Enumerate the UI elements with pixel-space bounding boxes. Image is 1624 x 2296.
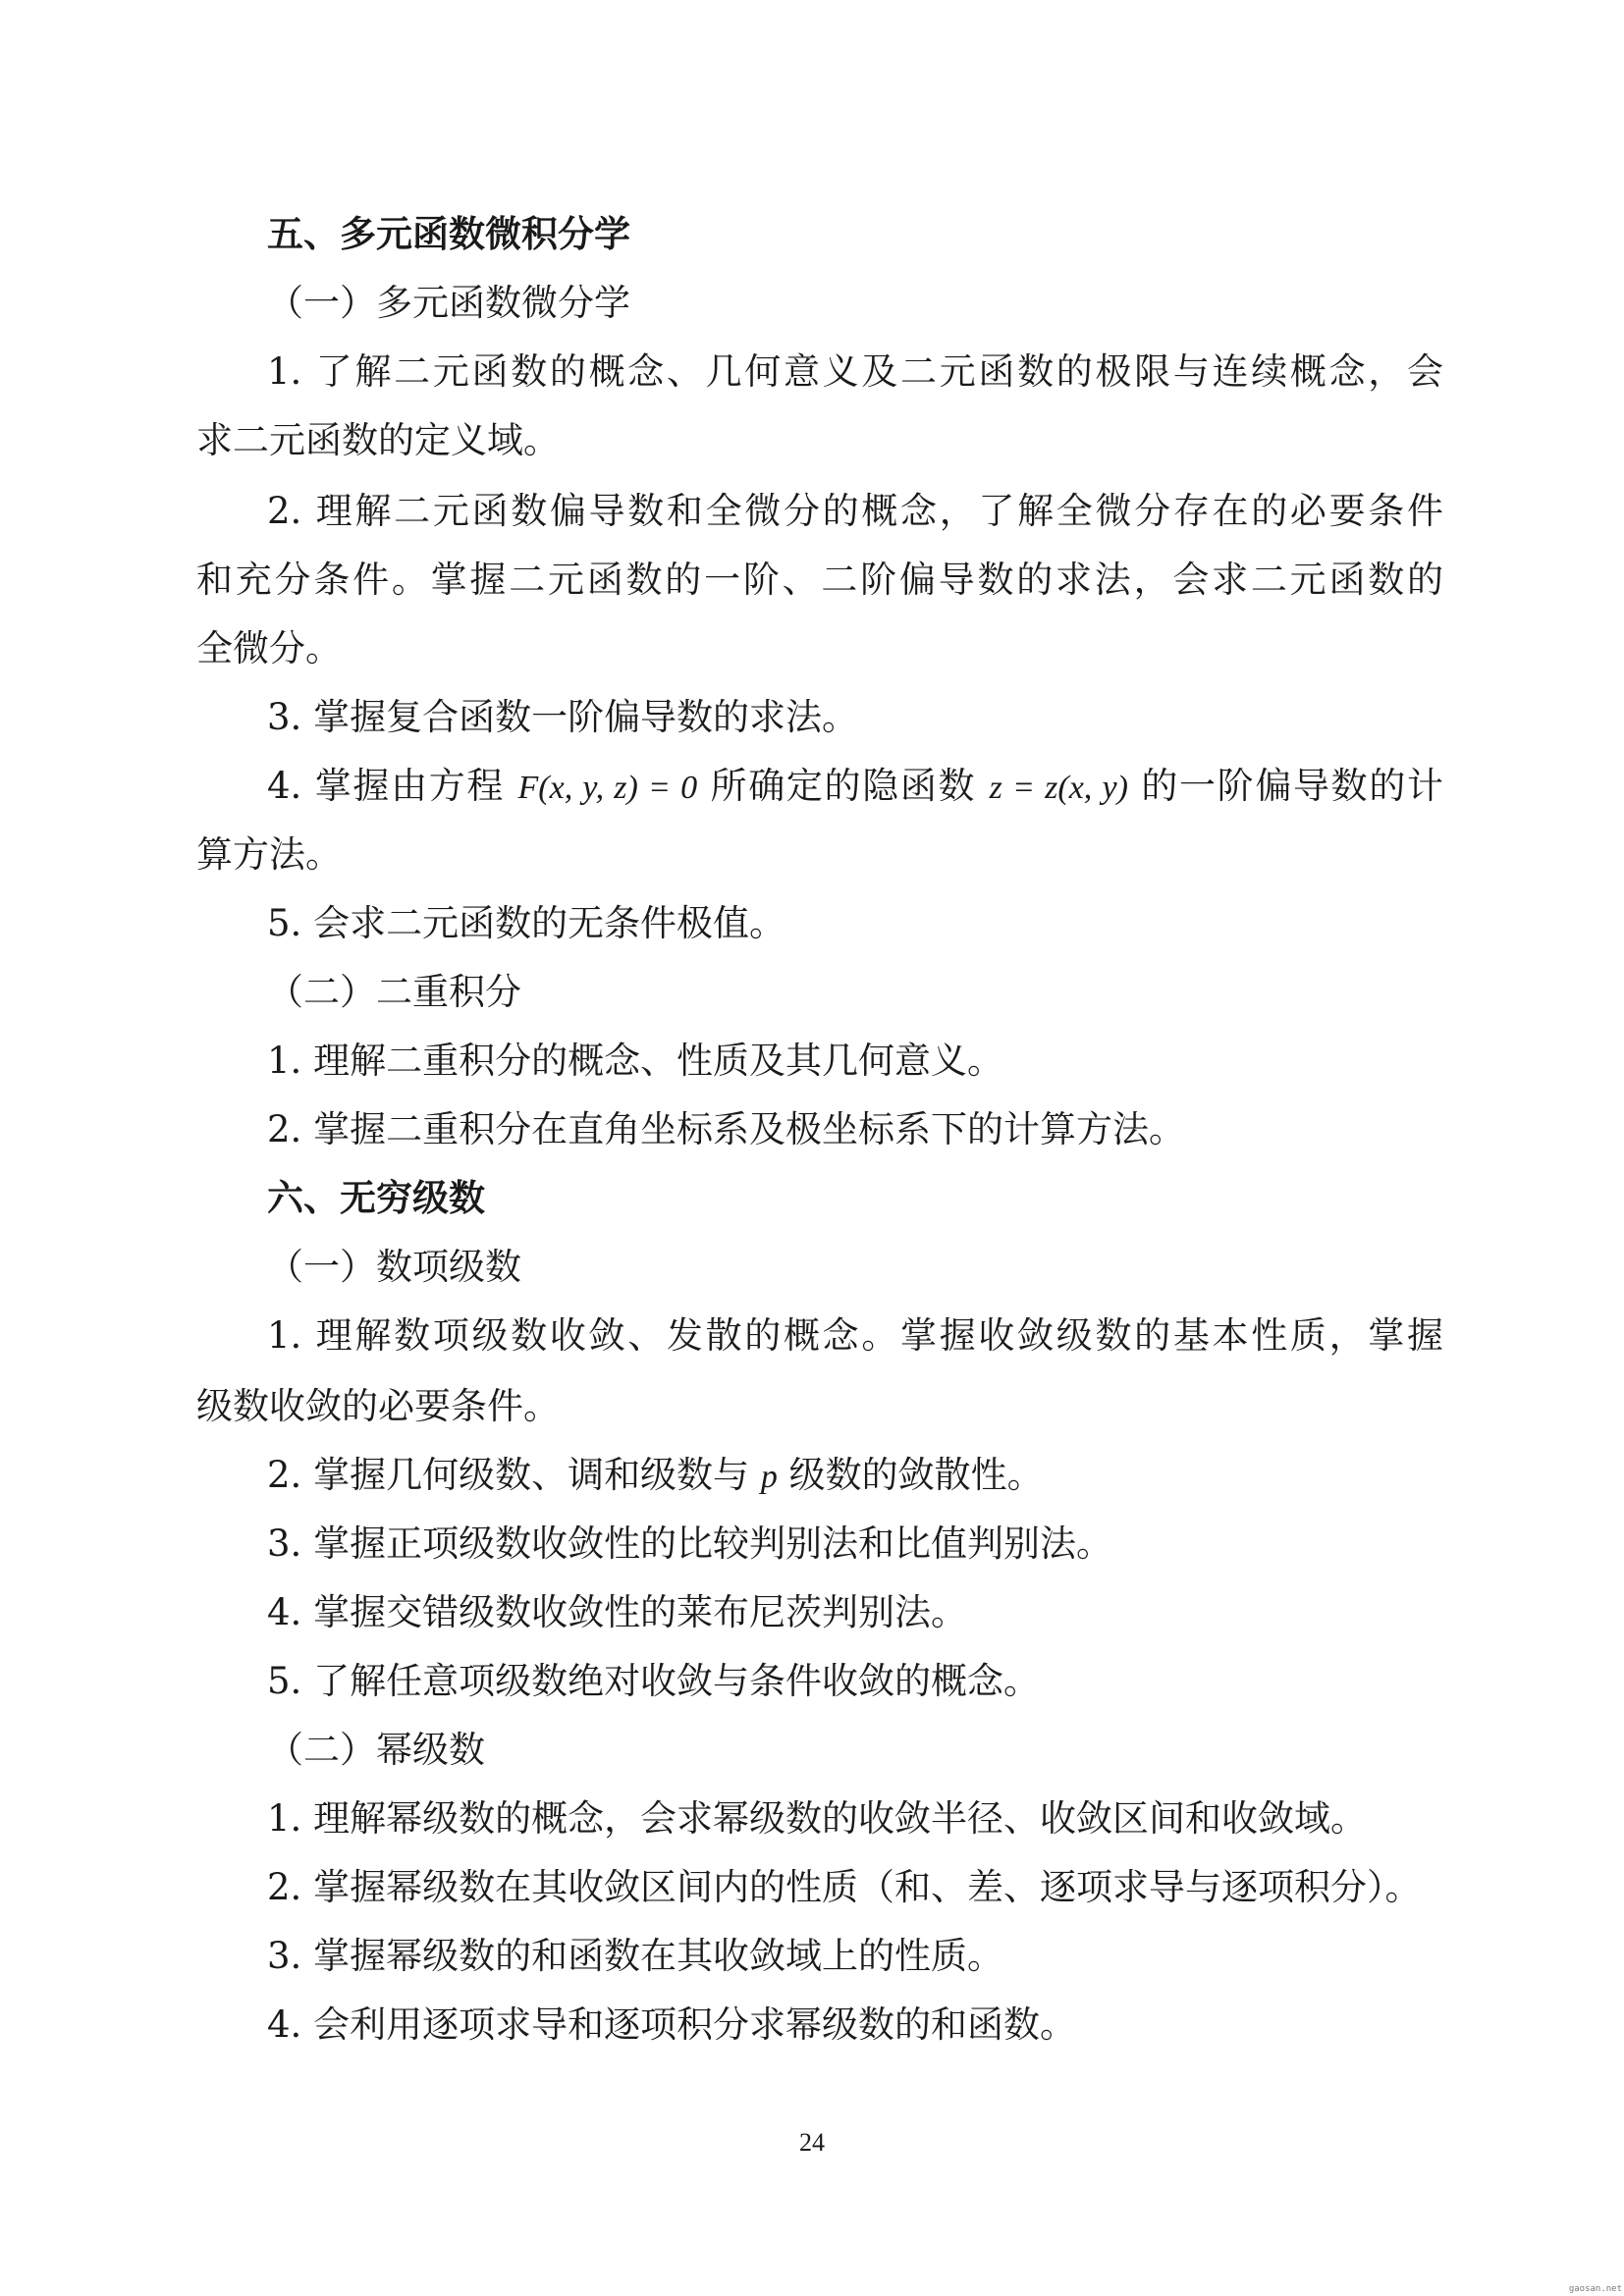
watermark: gaosan.net <box>1568 2284 1622 2294</box>
text-fragment: 所确定的隐函数 <box>710 765 977 807</box>
paragraph-line: 算方法。 <box>196 833 342 876</box>
paragraph-line: 1. 理解数项级数收敛、发散的概念。掌握收敛级数的基本性质，掌握 <box>267 1314 1443 1357</box>
paragraph-line: 求二元函数的定义域。 <box>196 419 560 461</box>
text-fragment: 的一阶偏导数的计 <box>1141 765 1444 807</box>
paragraph-line: 全微分。 <box>196 627 342 669</box>
paragraph-line: 2. 掌握幂级数在其收敛区间内的性质（和、差、逐项求导与逐项积分）。 <box>267 1866 1422 1908</box>
section-heading-6: 六、无穷级数 <box>267 1177 485 1219</box>
paragraph-line: 级数收敛的必要条件。 <box>196 1385 560 1427</box>
subsection-heading: （一）数项级数 <box>267 1246 521 1288</box>
paragraph-line: 3. 掌握幂级数的和函数在其收敛域上的性质。 <box>267 1935 1004 1977</box>
paragraph-line: 和充分条件。掌握二元函数的一阶、二阶偏导数的求法，会求二元函数的 <box>196 559 1443 601</box>
text-fragment: 级数的敛散性。 <box>788 1454 1044 1496</box>
text-fragment: 2. 掌握几何级数、调和级数与 <box>267 1454 750 1496</box>
page-number: 24 <box>799 2128 825 2157</box>
formula-p-series: p <box>760 1459 778 1495</box>
section-heading-5: 五、多元函数微积分学 <box>267 213 630 255</box>
paragraph-line: 4. 会利用逐项求导和逐项积分求幂级数的和函数。 <box>267 2003 1077 2046</box>
subsection-heading: （二）幂级数 <box>267 1729 485 1771</box>
paragraph-line: 3. 掌握复合函数一阶偏导数的求法。 <box>267 696 859 738</box>
subsection-heading: （一）多元函数微分学 <box>267 282 630 324</box>
paragraph-line: 1. 了解二元函数的概念、几何意义及二元函数的极限与连续概念，会 <box>267 350 1443 393</box>
subsection-heading: （二）二重积分 <box>267 971 521 1013</box>
paragraph-line-with-formula <box>267 763 1443 812</box>
paragraph-line: 5. 了解任意项级数绝对收敛与条件收敛的概念。 <box>267 1660 1041 1702</box>
paragraph-line: 1. 理解二重积分的概念、性质及其几何意义。 <box>267 1040 1004 1082</box>
formula-implicit-equation: F(x, y, z) = 0 <box>517 770 698 806</box>
paragraph-line-with-formula <box>267 1452 1443 1501</box>
paragraph-line: 2. 掌握二重积分在直角坐标系及极坐标系下的计算方法。 <box>267 1108 1186 1150</box>
formula-implicit-function: z = z(x, y) <box>989 770 1128 806</box>
paragraph-line: 1. 理解幂级数的概念，会求幂级数的收敛半径、收敛区间和收敛域。 <box>267 1797 1368 1840</box>
paragraph-line: 2. 理解二元函数偏导数和全微分的概念，了解全微分存在的必要条件 <box>267 490 1443 532</box>
text-fragment: 4. 掌握由方程 <box>267 765 506 807</box>
paragraph-line: 5. 会求二元函数的无条件极值。 <box>267 902 786 944</box>
paragraph-line: 4. 掌握交错级数收敛性的莱布尼茨判别法。 <box>267 1591 968 1633</box>
paragraph-line: 3. 掌握正项级数收敛性的比较判别法和比值判别法。 <box>267 1522 1113 1565</box>
